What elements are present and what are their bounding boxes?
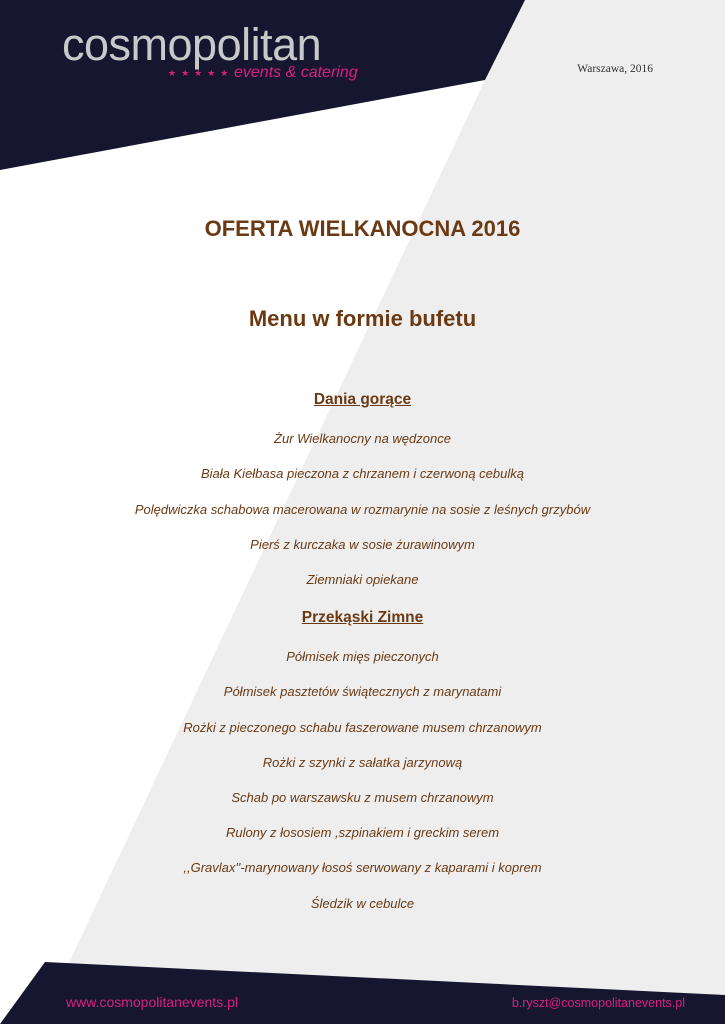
menu-item: Schab po warszawsku z musem chrzanowym [231, 790, 494, 805]
menu-item: Żur Wielkanocny na wędzonce [274, 431, 451, 446]
menu-item: Rożki z pieczonego schabu faszerowane musem chrzanowym [183, 720, 542, 735]
company-logo [62, 19, 402, 88]
menu-item: ,,Gravlax''-marynowany łosoś serwowany z kaparami i koprem [183, 860, 542, 875]
menu-item: Śledzik w cebulce [310, 896, 415, 911]
logo-stars: ★★★★★ [168, 68, 234, 78]
logo-tagline: events & catering [234, 64, 358, 81]
section-heading-cold-appetizers: Przekąski Zimne [301, 609, 424, 626]
footer-email-link[interactable]: b.ryszt@cosmopolitanevents.pl [511, 996, 685, 1010]
menu-item: Pierś z kurczaka w sosie żurawinowym [250, 537, 475, 552]
menu-item: Rulony z łososiem ,szpinakiem i greckim serem [225, 825, 500, 840]
menu-item: Półmisek mięs pieczonych [286, 649, 439, 664]
page-title: OFERTA WIELKANOCNA 2016 [204, 216, 521, 241]
logo-wordmark: cosmopolitan [62, 19, 322, 70]
page-subtitle: Menu w formie bufetu [248, 306, 477, 331]
menu-item: Biała Kiełbasa pieczona z chrzanem i czerwoną cebulką [200, 466, 524, 481]
menu-item: Rożki z szynki z sałatka jarzynową [262, 755, 463, 770]
section-heading-hot-dishes: Dania gorące [313, 391, 412, 408]
document-date: Warszawa, 2016 [577, 63, 653, 75]
menu-item: Półmisek pasztetów świątecznych z marynatami [223, 684, 502, 699]
menu-item: Ziemniaki opiekane [306, 572, 419, 587]
menu-item: Polędwiczka schabowa macerowana w rozmarynie na sosie z leśnych grzybów [134, 502, 591, 517]
footer-website-link[interactable]: www.cosmopolitanevents.pl [66, 994, 238, 1010]
